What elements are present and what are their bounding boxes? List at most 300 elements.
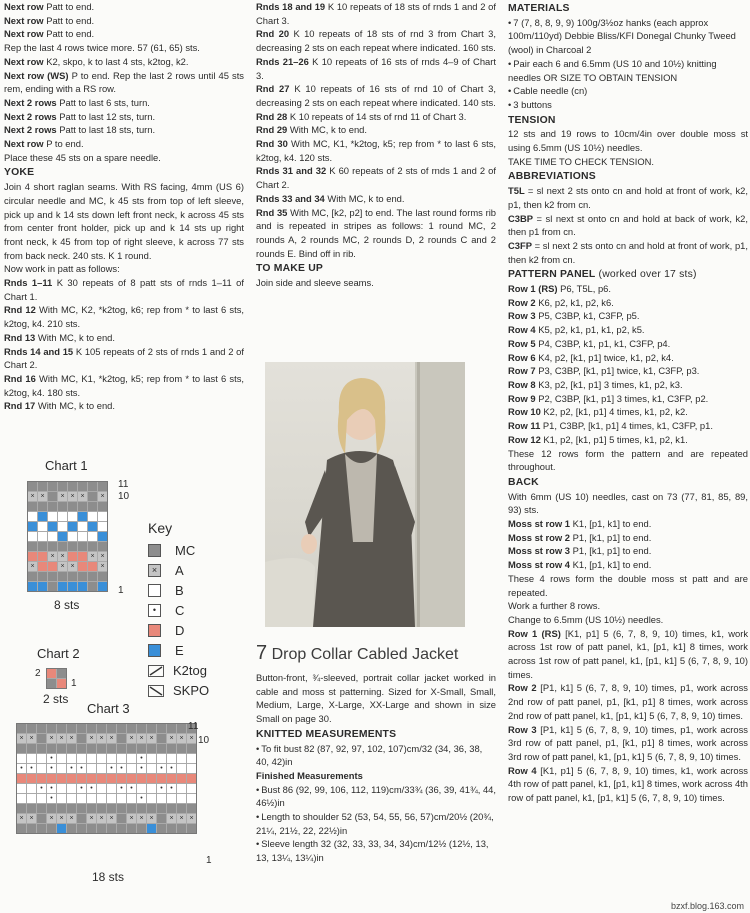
chart-cell [67, 754, 76, 763]
instruction-line [256, 55, 496, 82]
instruction-label: Rnd 13 [4, 331, 36, 343]
chart-cell: × [87, 814, 96, 823]
instruction-label: Next row [4, 55, 44, 67]
instruction-line [508, 405, 748, 419]
chart-cell: × [67, 734, 76, 743]
chart-cell [97, 744, 106, 753]
chart-cell [127, 754, 136, 763]
instruction-label: Row 4 [508, 764, 537, 776]
chart-cell [57, 724, 66, 733]
instruction-line [508, 378, 748, 392]
instruction-line [508, 572, 748, 599]
instruction-label: C3FP [508, 239, 532, 251]
instruction-line [256, 123, 496, 137]
instruction-text: With MC, K2, *k2tog, k6; rep from * to last 6 sts, k2tog, k4. 210 sts. [4, 304, 244, 330]
knitted-measurements-heading: KNITTED MEASUREMENTS [256, 728, 397, 740]
chart-cell: • [137, 764, 146, 773]
chart-cell [48, 572, 57, 581]
instruction-text: = sl next 2 sts onto cn and hold at front of work, p1, then k2 from cn. [508, 239, 748, 265]
instruction-label: Rnds 31 and 32 [256, 165, 327, 177]
chart-cell: • [67, 764, 76, 773]
instruction-label: Next 2 rows [4, 124, 57, 136]
chart-cell [78, 562, 87, 571]
chart-cell [47, 724, 56, 733]
instruction-label: Next 2 rows [4, 96, 57, 108]
instruction-line [508, 184, 748, 211]
instruction-text: These 4 rows form the double moss st patt and are repeated. [508, 572, 748, 598]
color-swatch-icon [148, 544, 161, 557]
instruction-line [4, 262, 244, 276]
chart-cell [177, 804, 186, 813]
chart-cell: × [38, 492, 47, 501]
instruction-text: Patt to last 12 sts, turn. [56, 110, 156, 122]
chart-cell [147, 754, 156, 763]
instruction-label: C3BP [508, 212, 534, 224]
instruction-text: With MC, k to end. [324, 192, 405, 204]
instruction-text: Rep the last 4 rows twice more. 57 (61, 65) sts. [4, 42, 200, 54]
chart-cell [67, 824, 76, 833]
chart-cell: × [177, 814, 186, 823]
instruction-line [508, 309, 748, 323]
bullet-item: • Length to shoulder 52 (53, 54, 55, 56, 57)cm/20½ (20¾, 21¼, 21½, 22, 22½)in [256, 810, 496, 837]
chart-cell [57, 669, 66, 678]
chart-cell: × [97, 734, 106, 743]
instruction-line [4, 372, 244, 399]
chart3-title: Chart 3 [87, 701, 130, 716]
instruction-line [508, 155, 748, 169]
footer-watermark: bzxf.blog.163.com [670, 901, 744, 911]
instruction-text: With MC, k to end. [35, 331, 115, 343]
chart-cell [77, 824, 86, 833]
instruction-line [508, 544, 748, 558]
key-label: B [175, 582, 184, 598]
chart-cell [38, 562, 47, 571]
chart-cell: • [107, 764, 116, 773]
instruction-line [508, 681, 748, 722]
chart-cell: • [77, 764, 86, 773]
chart-cell [97, 804, 106, 813]
chart-cell [177, 824, 186, 833]
chart-cell [147, 804, 156, 813]
chart3-row-1: 1 [206, 855, 212, 866]
chart-cell [87, 794, 96, 803]
pattern-title [256, 642, 458, 665]
instruction-line [4, 96, 244, 110]
chart-cell [117, 794, 126, 803]
key-item [148, 560, 258, 580]
instruction-text: K6, p2, k1, p2, k6. [535, 296, 614, 308]
chart-cell [157, 724, 166, 733]
chart-cell [88, 562, 97, 571]
instruction-line [508, 364, 748, 378]
chart-cell [58, 512, 67, 521]
chart-cell [177, 774, 186, 783]
section-heading-text: ABBREVIATIONS [508, 171, 596, 183]
chart-cell: • [47, 784, 56, 793]
section-heading [508, 170, 748, 184]
instruction-label: Rnds 14 and 15 [4, 345, 74, 357]
section-heading [508, 114, 748, 128]
chart-cell [57, 679, 66, 688]
instruction-text: With MC, K1, *k2tog, k5; rep from * to last 6 sts, k2tog, k4. 180 sts. [4, 372, 244, 398]
chart-cell [17, 784, 26, 793]
instruction-text: P1, C3BP, [k1, p1] 4 times, k1, C3FP, p1. [540, 420, 713, 432]
instruction-line [256, 110, 496, 124]
chart-cell [187, 804, 196, 813]
chart-cell [17, 804, 26, 813]
k2tog-icon [148, 665, 159, 676]
instruction-label: Rnds 18 and 19 [256, 1, 326, 12]
chart-cell [157, 824, 166, 833]
chart-cell: × [187, 814, 196, 823]
bullet-item: • Pair each 6 and 6.5mm (US 10 and 10½) knitting needles OR SIZE TO OBTAIN TENSION [508, 57, 748, 84]
chart-cell [107, 794, 116, 803]
chart-cell: × [137, 734, 146, 743]
section-heading [508, 268, 748, 282]
chart-cell [78, 502, 87, 511]
chart-cell [68, 542, 77, 551]
instruction-label: Rnd 17 [4, 400, 36, 412]
chart-cell [38, 512, 47, 521]
chart-cell: × [47, 734, 56, 743]
column-left [4, 0, 244, 413]
chart-cell [48, 482, 57, 491]
instruction-line [256, 27, 496, 54]
chart-cell [97, 824, 106, 833]
instruction-line [4, 41, 244, 55]
chart-cell [157, 794, 166, 803]
key-item [148, 540, 258, 560]
chart-cell [48, 492, 57, 501]
instruction-text: K 10 repeats of 18 sts of rnds 1 and 2 of Chart 3. [256, 1, 496, 26]
instruction-label: Rnd 16 [4, 372, 36, 384]
chart-cell: • [77, 784, 86, 793]
chart-cell [77, 804, 86, 813]
instruction-line [4, 180, 244, 262]
chart-cell [147, 824, 156, 833]
chart-cell [57, 824, 66, 833]
chart-cell [127, 824, 136, 833]
chart-cell: × [57, 814, 66, 823]
chart-cell [28, 482, 37, 491]
chart-cell [88, 532, 97, 541]
chart-cell: × [98, 492, 107, 501]
instruction-line [508, 239, 748, 266]
bullet-item: • To fit bust 82 (87, 92, 97, 102, 107)cm/32 (34, 36, 38, 40, 42)in [256, 742, 496, 769]
chart3-row-10: 10 [198, 735, 210, 746]
chart-cell [88, 502, 97, 511]
chart2-sts-label: 2 sts [43, 692, 69, 706]
chart-cell [47, 804, 56, 813]
instruction-line [4, 276, 244, 303]
chart-cell [137, 804, 146, 813]
chart-cell: × [47, 814, 56, 823]
chart-cell [187, 794, 196, 803]
chart-cell [157, 814, 166, 823]
chart-cell [167, 744, 176, 753]
chart-cell [77, 794, 86, 803]
chart-cell [67, 744, 76, 753]
instruction-text: Patt to last 6 sts, turn. [56, 96, 150, 108]
instruction-label: Moss st row 4 [508, 559, 570, 571]
chart-cell [78, 482, 87, 491]
chart-cell [88, 542, 97, 551]
instruction-text: Place these 45 sts on a spare needle. [4, 151, 161, 163]
column-middle [256, 0, 496, 290]
chart-cell [38, 582, 47, 591]
section-heading-text: TENSION [508, 114, 556, 126]
instruction-line [256, 206, 496, 261]
chart-cell: × [68, 562, 77, 571]
chart-cell [78, 512, 87, 521]
instruction-line [256, 0, 496, 27]
instruction-text: K 10 repeats of 18 sts of rnd 3 from Chart 3, decreasing 2 sts on each repeat where indicated. 160 sts. [256, 28, 496, 54]
instruction-line [4, 69, 244, 96]
chart-cell [57, 744, 66, 753]
chart-cell: • [117, 764, 126, 773]
instruction-line [4, 345, 244, 372]
chart-cell [107, 804, 116, 813]
chart-cell [48, 542, 57, 551]
chart-cell [37, 764, 46, 773]
instruction-text: TAKE TIME TO CHECK TENSION. [508, 155, 655, 167]
chart-cell: • [37, 784, 46, 793]
instruction-label: Rnd 20 [256, 28, 290, 40]
instruction-label: Row 2 [508, 296, 536, 308]
chart-cell [17, 794, 26, 803]
instruction-line [508, 558, 748, 572]
finished-measurements-heading: Finished Measurements [256, 769, 363, 781]
instruction-text: K 60 repeats of 2 sts of rnds 1 and 2 of Chart 2. [256, 165, 496, 191]
chart-cell [177, 794, 186, 803]
instruction-line [508, 337, 748, 351]
instruction-line [4, 399, 244, 413]
chart-cell [98, 582, 107, 591]
chart-cell [147, 744, 156, 753]
chart2-title: Chart 2 [37, 646, 80, 661]
instruction-text: P to end. Rep the last 2 rows until 45 sts rem, ending with a RS row. [4, 69, 244, 95]
chart-cell: × [137, 814, 146, 823]
chart-cell [177, 784, 186, 793]
chart-cell [57, 804, 66, 813]
chart-cell: × [98, 562, 107, 571]
instruction-line [4, 0, 244, 14]
chart-cell: × [57, 734, 66, 743]
chart-key [148, 520, 258, 700]
chart-cell [127, 804, 136, 813]
chart-cell [147, 764, 156, 773]
instruction-label: Row 3 [508, 723, 537, 735]
chart-cell [137, 774, 146, 783]
chart-cell [58, 582, 67, 591]
chart-cell: × [127, 814, 136, 823]
chart-cell [78, 582, 87, 591]
chart-cell: × [187, 734, 196, 743]
chart-cell [68, 552, 77, 561]
chart-cell: × [27, 814, 36, 823]
section-heading-text: PATTERN PANEL [508, 269, 596, 281]
chart-cell [157, 804, 166, 813]
color-swatch-icon: × [148, 564, 161, 577]
chart-cell [67, 774, 76, 783]
instruction-line [4, 110, 244, 124]
instruction-label: Row 1 (RS) [508, 627, 561, 639]
chart-cell [28, 512, 37, 521]
instruction-label: Moss st row 1 [508, 518, 570, 530]
chart-cell [68, 572, 77, 581]
instruction-text: Join side and sleeve seams. [256, 277, 374, 289]
instruction-label: Next row [4, 138, 44, 150]
column-right [508, 0, 748, 805]
chart-cell: • [137, 754, 146, 763]
chart-cell: • [167, 764, 176, 773]
chart-cell: × [68, 492, 77, 501]
chart-cell [97, 724, 106, 733]
instruction-label: T5L [508, 185, 525, 197]
chart-cell: • [157, 764, 166, 773]
chart-cell [27, 754, 36, 763]
instruction-text: P to end. [43, 138, 84, 150]
chart-cell [187, 754, 196, 763]
instruction-line [508, 282, 748, 296]
chart-cell [27, 824, 36, 833]
chart-cell [47, 669, 56, 678]
instruction-label: Rnd 12 [4, 304, 36, 316]
chart-cell [58, 522, 67, 531]
chart-cell [167, 754, 176, 763]
chart1-title: Chart 1 [45, 458, 88, 473]
section-heading-text: TO MAKE UP [256, 263, 324, 275]
pattern-name: Drop Collar Cabled Jacket [271, 646, 459, 663]
chart-cell [117, 754, 126, 763]
instruction-text: P3, C3BP, [k1, p1] twice, k1, C3FP, p3. [535, 365, 700, 377]
chart-cell: × [28, 492, 37, 501]
chart2-grid [46, 668, 67, 689]
instruction-line [508, 433, 748, 447]
chart-cell [47, 679, 56, 688]
instruction-text: [K1, p1] 5 (6, 7, 8, 9, 10) times, k1, work across 1st row of patt panel, k1, [p1, k1] 8 times, work across 1st row of patt panel, k1, [p1, k1] 5 (6, 7, 8, 9, 10) times. [508, 627, 749, 680]
bullet-item: • Sleeve length 32 (32, 33, 33, 34, 34)cm/12½ (12½, 13, 13, 13¼, 13¼)in [256, 837, 496, 864]
key-label: C [175, 602, 185, 618]
instruction-label: Row 10 [508, 406, 541, 418]
instruction-text: With MC, [k2, p2] to end. The last round forms rib and is repeated in stripes as follows: 1 round MC, 2 rounds A, 2 rounds MC, 2 rounds D, 2 rounds C and 2 rounds E. Bind off in rib. [256, 206, 496, 259]
chart-cell [38, 542, 47, 551]
chart-cell [58, 572, 67, 581]
chart-cell [28, 522, 37, 531]
instruction-text: These 12 rows form the pattern and are repeated throughout. [508, 447, 748, 473]
chart-cell: × [167, 734, 176, 743]
section-heading-text: YOKE [4, 167, 35, 179]
instruction-line [256, 137, 496, 164]
instruction-line [508, 531, 748, 545]
instruction-line [508, 599, 748, 613]
instruction-text: K 10 repeats of 16 sts of rnd 10 of Chart 3, decreasing 2 sts on each repeat where indicated. 140 sts. [256, 83, 496, 108]
chart-cell: × [58, 492, 67, 501]
chart-cell [88, 512, 97, 521]
skpo-icon [148, 685, 159, 696]
chart-cell [88, 482, 97, 491]
instruction-text: Join 4 short raglan seams. With RS facing, 4mm (US 6) circular needle and MC, k 45 sts from top of left sleeve, pick up and k 14 sts down left front neck, k across 45 sts from center front holder, pick up and k 14 sts up right front neck, k 45 from top of right sleeve, k across 77 sts from back neck. 240 sts. K 1 round. [4, 181, 244, 261]
instruction-text: 12 sts and 19 rows to 10cm/4in over double moss st using 6.5mm (US 10½) needles. [508, 128, 748, 154]
chart-cell [68, 582, 77, 591]
chart1-row-10: 10 [118, 491, 130, 502]
chart2-row-1: 1 [71, 678, 77, 689]
section-heading [4, 166, 244, 180]
instruction-label: Next 2 rows [4, 110, 57, 122]
instruction-line [508, 517, 748, 531]
instruction-label: Row 9 [508, 392, 536, 404]
chart-cell [28, 502, 37, 511]
instruction-text: Now work in patt as follows: [4, 263, 120, 275]
chart-cell [87, 754, 96, 763]
chart-cell [157, 754, 166, 763]
instruction-label: Row 7 [508, 365, 536, 377]
key-title: Key [148, 520, 173, 536]
instruction-line [508, 351, 748, 365]
instruction-line [508, 627, 748, 682]
instruction-line [256, 276, 496, 290]
instruction-text: K2, p2, [k1, p1] 4 times, k1, p2, k2. [540, 406, 688, 418]
chart-cell [68, 532, 77, 541]
chart-cell [127, 764, 136, 773]
chart-cell [107, 784, 116, 793]
instruction-text: With MC, K1, *k2tog, k5; rep from * to last 6 sts, k2tog, k4. 120 sts. [256, 138, 496, 163]
chart-cell [67, 724, 76, 733]
instruction-line [508, 723, 748, 764]
instruction-text: K 30 repeats of 8 patt sts of rnds 1–11 of Chart 1. [4, 277, 244, 302]
chart-cell [67, 804, 76, 813]
pattern-intro-block [256, 671, 496, 865]
instruction-line [256, 192, 496, 206]
color-swatch-icon [148, 584, 161, 597]
instruction-line [508, 127, 748, 154]
key-item [148, 680, 258, 700]
chart-cell [27, 794, 36, 803]
instruction-text: Change to 6.5mm (US 10½) needles. [508, 613, 664, 625]
chart-cell [57, 764, 66, 773]
chart-cell [57, 754, 66, 763]
instruction-text: P6, T5L, p6. [557, 283, 611, 295]
instruction-line [508, 212, 748, 239]
chart-cell [157, 744, 166, 753]
key-label: SKPO [173, 682, 210, 698]
instruction-text: K1, [p1, k1] to end. [570, 559, 652, 571]
instruction-label: Row 2 [508, 682, 537, 694]
chart-cell [187, 744, 196, 753]
color-swatch-icon: • [148, 604, 161, 617]
chart-cell: • [127, 784, 136, 793]
chart1-grid [27, 481, 108, 592]
chart-cell [97, 754, 106, 763]
chart-cell [177, 744, 186, 753]
chart-cell [48, 522, 57, 531]
instruction-line [4, 331, 244, 345]
instruction-text: K3, p2, [k1, p1] 3 times, k1, p2, k3. [535, 378, 683, 390]
chart-cell [187, 764, 196, 773]
instruction-text: K1, [p1, k1] to end. [570, 518, 652, 530]
chart3-grid [16, 723, 197, 834]
instruction-text: P4, C3BP, k1, p1, k1, C3FP, p4. [535, 337, 671, 349]
chart-cell: • [137, 794, 146, 803]
chart-cell [147, 724, 156, 733]
chart-cell [48, 562, 57, 571]
chart-cell [127, 724, 136, 733]
chart-cell [107, 774, 116, 783]
instruction-label: Rnd 28 [256, 110, 288, 122]
chart-cell [167, 724, 176, 733]
chart-cell: × [127, 734, 136, 743]
chart-cell [157, 734, 166, 743]
